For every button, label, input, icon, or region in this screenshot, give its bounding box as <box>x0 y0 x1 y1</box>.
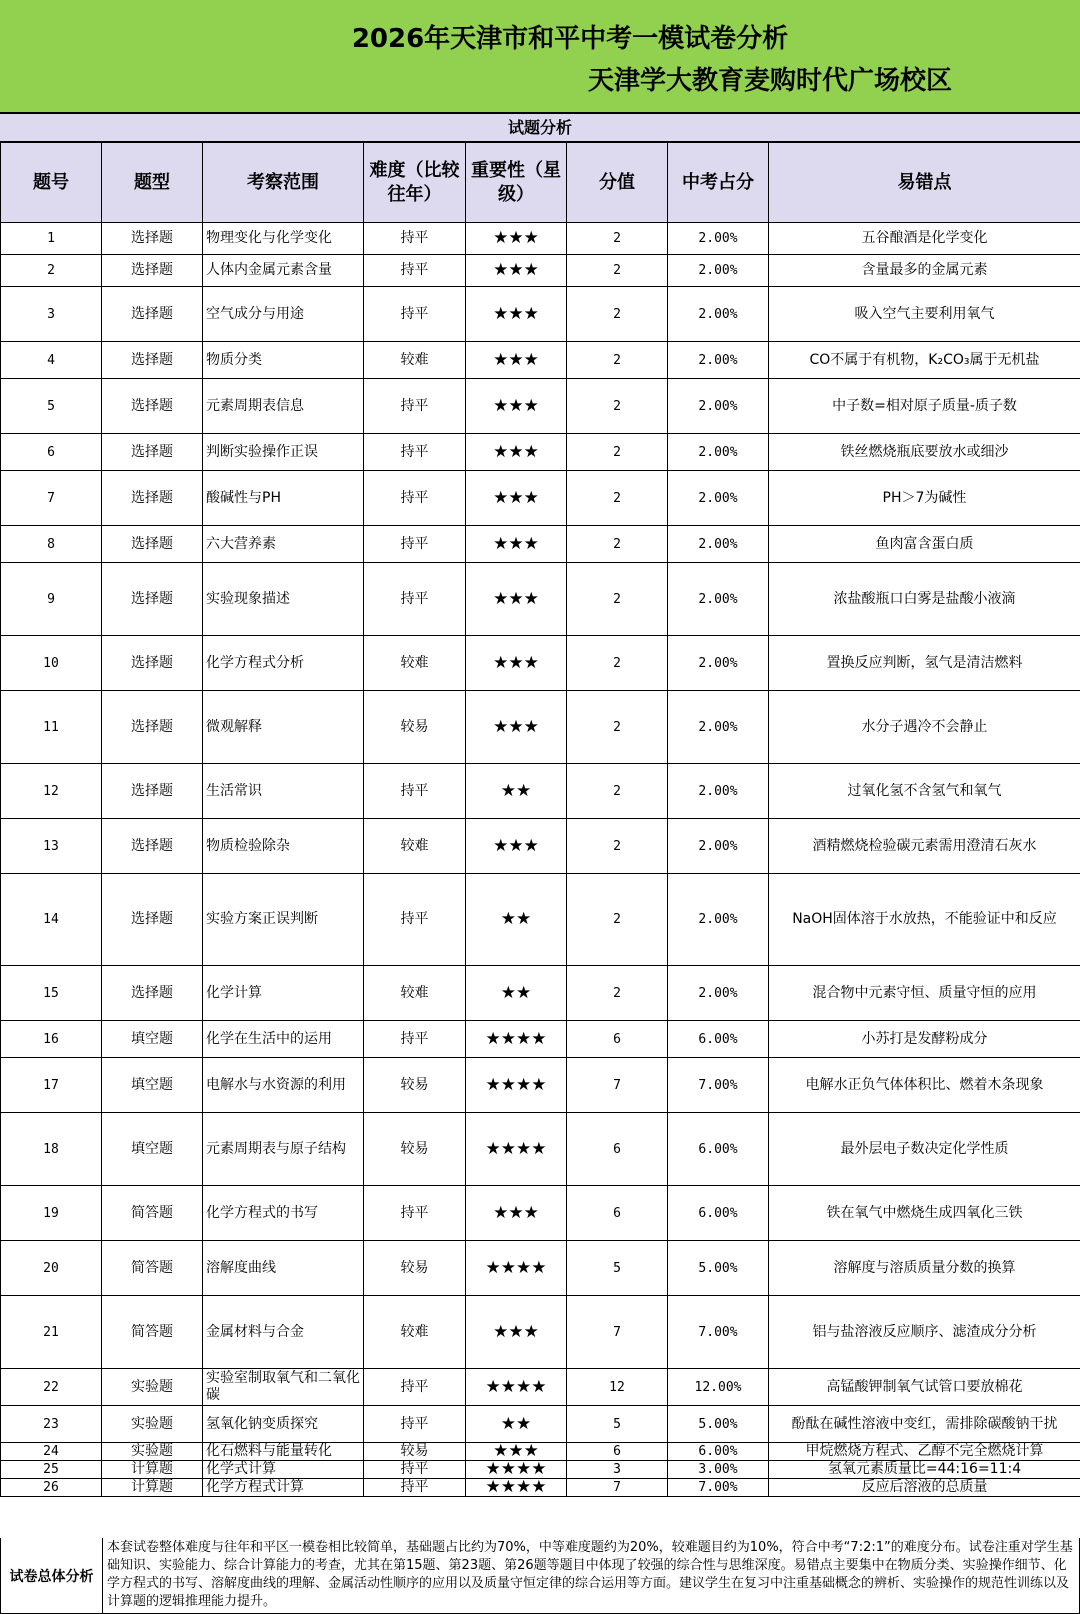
table-body <box>1 223 1080 1497</box>
cell-score: 6 <box>567 1443 668 1461</box>
table-header-row <box>1 143 1080 223</box>
table-row <box>1 966 1080 1021</box>
cell-type: 简答题 <box>102 1186 203 1241</box>
cell-share: 2.00% <box>668 379 769 434</box>
cell-mistake: 甲烷燃烧方程式、乙醇不完全燃烧计算 <box>769 1443 1080 1461</box>
cell-share: 7.00% <box>668 1479 769 1497</box>
cell-mistake: 铝与盐溶液反应顺序、滤渣成分分析 <box>769 1296 1080 1369</box>
cell-mistake: 高锰酸钾制氧气试管口要放棉花 <box>769 1369 1080 1406</box>
cell-score: 2 <box>567 966 668 1021</box>
overall-analysis-label: 试卷总体分析 <box>1 1538 103 1613</box>
table-row <box>1 526 1080 563</box>
cell-share: 7.00% <box>668 1296 769 1369</box>
cell-score: 2 <box>567 636 668 691</box>
cell-mistake: 溶解度与溶质质量分数的换算 <box>769 1241 1080 1296</box>
cell-mistake: 电解水正负气体体积比、燃着木条现象 <box>769 1058 1080 1113</box>
cell-scope: 判断实验操作正误 <box>203 434 364 471</box>
cell-score: 2 <box>567 255 668 287</box>
cell-scope: 空气成分与用途 <box>203 287 364 342</box>
header-mistake: 易错点 <box>769 143 1080 223</box>
cell-difficulty: 较易 <box>364 691 466 764</box>
cell-difficulty: 持平 <box>364 1021 466 1058</box>
cell-share: 2.00% <box>668 526 769 563</box>
cell-num: 7 <box>1 471 102 526</box>
cell-mistake: 铁丝燃烧瓶底要放水或细沙 <box>769 434 1080 471</box>
cell-num: 14 <box>1 874 102 966</box>
table-row <box>1 379 1080 434</box>
header-difficulty: 难度（比较往年） <box>364 143 466 223</box>
overall-analysis <box>0 1538 1080 1614</box>
table-row <box>1 471 1080 526</box>
cell-score: 2 <box>567 287 668 342</box>
cell-scope: 实验现象描述 <box>203 563 364 636</box>
campus-title: 天津学大教育麦购时代广场校区 <box>587 66 952 96</box>
cell-num: 13 <box>1 819 102 874</box>
cell-score: 2 <box>567 874 668 966</box>
cell-num: 6 <box>1 434 102 471</box>
cell-share: 2.00% <box>668 691 769 764</box>
cell-type: 选择题 <box>102 342 203 379</box>
cell-num: 19 <box>1 1186 102 1241</box>
cell-scope: 物理变化与化学变化 <box>203 223 364 255</box>
cell-difficulty: 持平 <box>364 471 466 526</box>
cell-scope: 电解水与水资源的利用 <box>203 1058 364 1113</box>
cell-mistake: 含量最多的金属元素 <box>769 255 1080 287</box>
table-row <box>1 1369 1080 1406</box>
cell-num: 23 <box>1 1406 102 1443</box>
cell-mistake: 小苏打是发酵粉成分 <box>769 1021 1080 1058</box>
table-row <box>1 1479 1080 1497</box>
cell-scope: 化学方程式计算 <box>203 1479 364 1497</box>
cell-num: 3 <box>1 287 102 342</box>
cell-stars: ★★★★ <box>466 1021 567 1058</box>
cell-num: 16 <box>1 1021 102 1058</box>
cell-type: 选择题 <box>102 966 203 1021</box>
cell-score: 2 <box>567 434 668 471</box>
question-analysis-table <box>0 142 1080 1497</box>
cell-scope: 溶解度曲线 <box>203 1241 364 1296</box>
cell-scope: 化学方程式的书写 <box>203 1186 364 1241</box>
table-row <box>1 434 1080 471</box>
cell-num: 24 <box>1 1443 102 1461</box>
cell-num: 10 <box>1 636 102 691</box>
cell-share: 7.00% <box>668 1058 769 1113</box>
cell-num: 18 <box>1 1113 102 1186</box>
header-type: 题型 <box>102 143 203 223</box>
cell-stars: ★★★★ <box>466 1369 567 1406</box>
cell-type: 选择题 <box>102 379 203 434</box>
cell-stars: ★★★ <box>466 255 567 287</box>
table-row <box>1 819 1080 874</box>
cell-difficulty: 持平 <box>364 526 466 563</box>
cell-scope: 化石燃料与能量转化 <box>203 1443 364 1461</box>
cell-num: 22 <box>1 1369 102 1406</box>
cell-share: 5.00% <box>668 1406 769 1443</box>
cell-type: 选择题 <box>102 819 203 874</box>
cell-mistake: 最外层电子数决定化学性质 <box>769 1113 1080 1186</box>
cell-stars: ★★★ <box>466 1186 567 1241</box>
cell-score: 6 <box>567 1021 668 1058</box>
cell-scope: 化学式计算 <box>203 1461 364 1479</box>
cell-difficulty: 持平 <box>364 874 466 966</box>
cell-share: 2.00% <box>668 342 769 379</box>
cell-mistake: 五谷酿酒是化学变化 <box>769 223 1080 255</box>
overall-analysis-text: 本套试卷整体难度与往年和平区一模卷相比较简单，基础题占比约为70%，中等难度题约为20%，较难题目约为10%，符合中考“7:2:1”的难度分布。试卷注重对学生基础知识、实验能力、综合计算能力的考查，尤其在第15题、第23题、第26题等题目中体现了较强的综合性与思维深度。易错点主要集中在物质分类、实验操作细节、化学方程式的书写、溶解度曲线的理解、金属活动性顺序的应用以及质量守恒定律的综合运用等方面。建议学生在复习中注重基础概念的辨析、实验操作的规范性训练以及计算题的逻辑推理能力提升。 <box>107 1540 1073 1609</box>
table-row <box>1 563 1080 636</box>
cell-difficulty: 持平 <box>364 223 466 255</box>
cell-stars: ★★★ <box>466 1296 567 1369</box>
table-row <box>1 636 1080 691</box>
cell-mistake: 氢氧元素质量比=44:16=11:4 <box>769 1461 1080 1479</box>
cell-stars: ★★★ <box>466 287 567 342</box>
cell-score: 2 <box>567 691 668 764</box>
cell-difficulty: 持平 <box>364 434 466 471</box>
cell-difficulty: 较易 <box>364 1058 466 1113</box>
cell-num: 1 <box>1 223 102 255</box>
cell-type: 实验题 <box>102 1369 203 1406</box>
header-share: 中考占分 <box>668 143 769 223</box>
table-row <box>1 691 1080 764</box>
cell-num: 8 <box>1 526 102 563</box>
cell-difficulty: 持平 <box>364 287 466 342</box>
cell-share: 2.00% <box>668 434 769 471</box>
cell-score: 7 <box>567 1296 668 1369</box>
cell-share: 2.00% <box>668 819 769 874</box>
cell-share: 2.00% <box>668 874 769 966</box>
cell-difficulty: 持平 <box>364 563 466 636</box>
cell-scope: 氢氧化钠变质探究 <box>203 1406 364 1443</box>
cell-score: 2 <box>567 526 668 563</box>
cell-type: 选择题 <box>102 434 203 471</box>
cell-mistake: CO不属于有机物，K₂CO₃属于无机盐 <box>769 342 1080 379</box>
table-row <box>1 1296 1080 1369</box>
cell-stars: ★★★ <box>466 379 567 434</box>
cell-scope: 微观解释 <box>203 691 364 764</box>
cell-num: 20 <box>1 1241 102 1296</box>
cell-num: 26 <box>1 1479 102 1497</box>
cell-scope: 金属材料与合金 <box>203 1296 364 1369</box>
cell-stars: ★★★ <box>466 526 567 563</box>
cell-score: 5 <box>567 1406 668 1443</box>
cell-stars: ★★★ <box>466 471 567 526</box>
cell-stars: ★★ <box>466 874 567 966</box>
cell-share: 2.00% <box>668 223 769 255</box>
cell-difficulty: 较易 <box>364 1443 466 1461</box>
table-row <box>1 255 1080 287</box>
cell-scope: 物质分类 <box>203 342 364 379</box>
header-importance: 重要性（星级） <box>466 143 567 223</box>
cell-difficulty: 较难 <box>364 636 466 691</box>
cell-mistake: PH＞7为碱性 <box>769 471 1080 526</box>
table-row <box>1 874 1080 966</box>
header-num: 题号 <box>1 143 102 223</box>
cell-stars: ★★★ <box>466 434 567 471</box>
cell-score: 2 <box>567 342 668 379</box>
cell-type: 选择题 <box>102 764 203 819</box>
cell-difficulty: 持平 <box>364 1186 466 1241</box>
cell-score: 12 <box>567 1369 668 1406</box>
table-row <box>1 1058 1080 1113</box>
cell-share: 6.00% <box>668 1186 769 1241</box>
cell-difficulty: 较难 <box>364 1296 466 1369</box>
cell-scope: 元素周期表与原子结构 <box>203 1113 364 1186</box>
header-score: 分值 <box>567 143 668 223</box>
cell-num: 17 <box>1 1058 102 1113</box>
cell-type: 选择题 <box>102 636 203 691</box>
cell-num: 4 <box>1 342 102 379</box>
cell-mistake: 混合物中元素守恒、质量守恒的应用 <box>769 966 1080 1021</box>
table-row <box>1 764 1080 819</box>
cell-type: 填空题 <box>102 1113 203 1186</box>
cell-difficulty: 持平 <box>364 764 466 819</box>
cell-type: 计算题 <box>102 1479 203 1497</box>
cell-score: 7 <box>567 1058 668 1113</box>
cell-num: 2 <box>1 255 102 287</box>
cell-stars: ★★★ <box>466 1443 567 1461</box>
cell-stars: ★★★★ <box>466 1241 567 1296</box>
cell-share: 2.00% <box>668 471 769 526</box>
cell-type: 计算题 <box>102 1461 203 1479</box>
cell-difficulty: 较易 <box>364 1113 466 1186</box>
cell-score: 6 <box>567 1186 668 1241</box>
cell-mistake: 鱼肉富含蛋白质 <box>769 526 1080 563</box>
cell-num: 5 <box>1 379 102 434</box>
cell-type: 选择题 <box>102 255 203 287</box>
cell-scope: 化学计算 <box>203 966 364 1021</box>
cell-num: 25 <box>1 1461 102 1479</box>
cell-type: 简答题 <box>102 1296 203 1369</box>
cell-share: 2.00% <box>668 764 769 819</box>
cell-stars: ★★★ <box>466 819 567 874</box>
cell-share: 5.00% <box>668 1241 769 1296</box>
cell-score: 7 <box>567 1479 668 1497</box>
header-scope: 考察范围 <box>203 143 364 223</box>
cell-stars: ★★ <box>466 764 567 819</box>
cell-scope: 实验方案正误判断 <box>203 874 364 966</box>
title-banner <box>0 0 1080 114</box>
cell-share: 2.00% <box>668 255 769 287</box>
cell-score: 2 <box>567 223 668 255</box>
cell-type: 简答题 <box>102 1241 203 1296</box>
cell-mistake: 中子数=相对原子质量-质子数 <box>769 379 1080 434</box>
cell-share: 6.00% <box>668 1113 769 1186</box>
cell-mistake: 置换反应判断，氢气是清洁燃料 <box>769 636 1080 691</box>
cell-difficulty: 较易 <box>364 1241 466 1296</box>
cell-stars: ★★ <box>466 966 567 1021</box>
cell-score: 6 <box>567 1113 668 1186</box>
cell-type: 实验题 <box>102 1443 203 1461</box>
cell-scope: 元素周期表信息 <box>203 379 364 434</box>
cell-mistake: 吸入空气主要利用氧气 <box>769 287 1080 342</box>
cell-score: 2 <box>567 764 668 819</box>
cell-type: 实验题 <box>102 1406 203 1443</box>
table-row <box>1 1186 1080 1241</box>
cell-share: 3.00% <box>668 1461 769 1479</box>
cell-share: 12.00% <box>668 1369 769 1406</box>
cell-score: 5 <box>567 1241 668 1296</box>
cell-stars: ★★★★ <box>466 1058 567 1113</box>
cell-difficulty: 持平 <box>364 1369 466 1406</box>
cell-num: 9 <box>1 563 102 636</box>
cell-stars: ★★★★ <box>466 1479 567 1497</box>
cell-num: 11 <box>1 691 102 764</box>
cell-share: 2.00% <box>668 966 769 1021</box>
cell-mistake: 酒精燃烧检验碳元素需用澄清石灰水 <box>769 819 1080 874</box>
cell-score: 2 <box>567 471 668 526</box>
table-row <box>1 1461 1080 1479</box>
table-row <box>1 1113 1080 1186</box>
cell-share: 2.00% <box>668 563 769 636</box>
cell-num: 21 <box>1 1296 102 1369</box>
cell-stars: ★★★ <box>466 342 567 379</box>
table-row <box>1 223 1080 255</box>
cell-scope: 化学方程式分析 <box>203 636 364 691</box>
cell-score: 3 <box>567 1461 668 1479</box>
cell-type: 填空题 <box>102 1021 203 1058</box>
page-title: 2026年天津市和平中考一模试卷分析 <box>351 24 789 54</box>
cell-stars: ★★★ <box>466 223 567 255</box>
cell-type: 选择题 <box>102 223 203 255</box>
table-row <box>1 1443 1080 1461</box>
cell-difficulty: 持平 <box>364 1479 466 1497</box>
cell-stars: ★★★★ <box>466 1461 567 1479</box>
cell-mistake: 反应后溶液的总质量 <box>769 1479 1080 1497</box>
cell-scope: 生活常识 <box>203 764 364 819</box>
cell-num: 15 <box>1 966 102 1021</box>
cell-type: 选择题 <box>102 691 203 764</box>
cell-difficulty: 持平 <box>364 1406 466 1443</box>
cell-scope: 化学在生活中的运用 <box>203 1021 364 1058</box>
cell-mistake: NaOH固体溶于水放热，不能验证中和反应 <box>769 874 1080 966</box>
section-title: 试题分析 <box>0 114 1080 142</box>
cell-mistake: 酚酞在碱性溶液中变红，需排除碳酸钠干扰 <box>769 1406 1080 1443</box>
cell-difficulty: 持平 <box>364 379 466 434</box>
cell-mistake: 过氧化氢不含氢气和氧气 <box>769 764 1080 819</box>
cell-scope: 人体内金属元素含量 <box>203 255 364 287</box>
cell-share: 6.00% <box>668 1021 769 1058</box>
cell-scope: 实验室制取氧气和二氧化碳 <box>203 1369 364 1406</box>
table-row <box>1 342 1080 379</box>
cell-difficulty: 持平 <box>364 255 466 287</box>
cell-scope: 物质检验除杂 <box>203 819 364 874</box>
cell-mistake: 水分子遇冷不会静止 <box>769 691 1080 764</box>
cell-scope: 六大营养素 <box>203 526 364 563</box>
table-row <box>1 287 1080 342</box>
cell-num: 12 <box>1 764 102 819</box>
cell-scope: 酸碱性与PH <box>203 471 364 526</box>
cell-score: 2 <box>567 563 668 636</box>
cell-difficulty: 较难 <box>364 819 466 874</box>
cell-mistake: 铁在氧气中燃烧生成四氧化三铁 <box>769 1186 1080 1241</box>
table-row <box>1 1406 1080 1443</box>
cell-share: 2.00% <box>668 287 769 342</box>
table-row <box>1 1241 1080 1296</box>
cell-type: 选择题 <box>102 471 203 526</box>
cell-type: 选择题 <box>102 563 203 636</box>
cell-type: 选择题 <box>102 526 203 563</box>
cell-stars: ★★ <box>466 1406 567 1443</box>
cell-stars: ★★★ <box>466 636 567 691</box>
cell-score: 2 <box>567 379 668 434</box>
cell-difficulty: 较难 <box>364 342 466 379</box>
cell-mistake: 浓盐酸瓶口白雾是盐酸小液滴 <box>769 563 1080 636</box>
cell-share: 2.00% <box>668 636 769 691</box>
cell-type: 选择题 <box>102 287 203 342</box>
cell-stars: ★★★★ <box>466 1113 567 1186</box>
cell-stars: ★★★ <box>466 691 567 764</box>
cell-score: 2 <box>567 819 668 874</box>
cell-type: 选择题 <box>102 874 203 966</box>
cell-difficulty: 较难 <box>364 966 466 1021</box>
cell-stars: ★★★ <box>466 563 567 636</box>
table-row <box>1 1021 1080 1058</box>
cell-type: 填空题 <box>102 1058 203 1113</box>
cell-share: 6.00% <box>668 1443 769 1461</box>
cell-difficulty: 持平 <box>364 1461 466 1479</box>
